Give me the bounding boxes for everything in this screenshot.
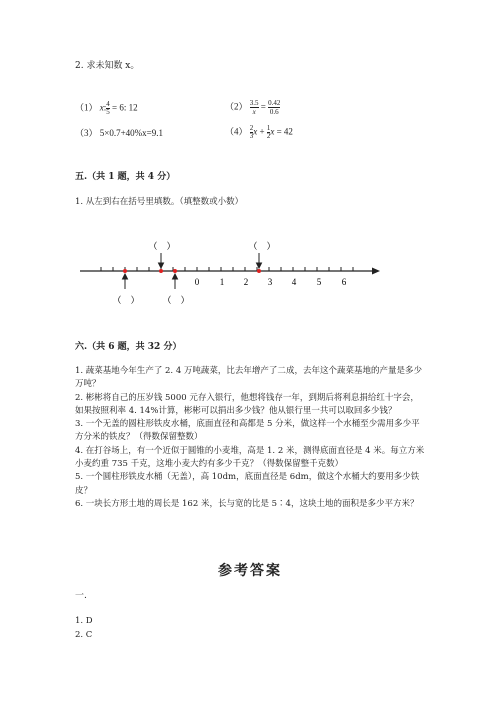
section5-heading: 五.（共 1 题，共 4 分） [75,172,176,182]
equation-3: （3） 5×0.7+40%x=9.1 [75,128,163,138]
tick-label: 5 [316,277,322,287]
point-marker [257,269,261,273]
q2-title: 2. 求未知数 x。 [75,61,140,71]
down-arrow-icon [257,253,262,268]
tick-label: 2 [243,277,249,287]
arrow-head-icon [372,268,380,275]
answer-2: 2. C [75,630,93,640]
tick-label: 1 [219,277,225,287]
section5-q1: 1. 从左到右在括号里填数。（填整数或小数） [75,197,244,207]
tick-label: 4 [291,277,297,287]
point-marker [173,269,177,273]
answer-paren-top-1: （ ） [148,241,176,251]
question-item: 3. 一个无盖的圆柱形铁皮水桶，底面直径和高都是 5 分米，做这样一个水桶至少需用多少平方分米的铁皮？（得数保留整数） [75,419,420,443]
question-item: 4. 在打谷场上，有一个近似于圆锥的小麦堆，高是 1. 2 米，测得底面直径是 4 米。每立方米小麦约重 735 千克，这堆小麦大约有多少千克？（得数保留整千克数） [75,445,425,470]
section6-heading: 六.（共 6 题，共 32 分） [75,342,182,352]
point-marker [123,269,127,273]
tick-label: 6 [341,277,347,287]
answer-paren-top-2: （ ） [248,241,276,251]
question-item: 5. 一个圆柱形铁皮水桶（无盖），高 10dm，底面直径是 6dm，做这个水桶大约要用多少铁皮？ [75,472,420,496]
equation-2: （2） $\frac{3.5}{x}$ = $\frac{0.42}{0.6}$ [225,99,281,116]
answer-paren-bottom-1: （ ） [112,295,140,305]
section6-questions [75,365,427,511]
tick-label: 0 [194,277,200,287]
number-line [0,233,500,313]
point-marker [159,269,163,273]
answer-1: 1. D [75,616,93,626]
answer-paren-bottom-2: （ ） [162,295,190,305]
equation-1: （1） x: $\frac{4}{5}$ = 6: 12 [75,100,138,116]
up-arrow-icon [173,274,178,289]
tick-label: 3 [267,277,273,287]
question-item: 6. 一块长方形土地的周长是 162 米，长与宽的比是 5∶4，这块土地的面积是多少平方米？ [75,498,419,509]
down-arrow-icon [159,253,164,268]
question-item: 2. 彬彬将自己的压岁钱 5000 元存入银行，他想将钱存一年，到期后将利息捐给红十字会，如果按照利率 4. 14%计算，彬彬可以捐出多少钱？他从银行里一共可以取回多少钱？ [75,392,419,416]
answers-part: 一. [75,591,87,601]
up-arrow-icon [123,274,128,289]
equation-4: （4） $\frac{2}{3}$ x + $\frac{1}{2}$ x = 42 [225,124,293,140]
question-item: 1. 蔬菜基地今年生产了 2. 4 万吨蔬菜，比去年增产了二成，去年这个蔬菜基地的产量是多少万吨？ [75,366,422,390]
answers-title: 参考答案 [218,562,282,578]
